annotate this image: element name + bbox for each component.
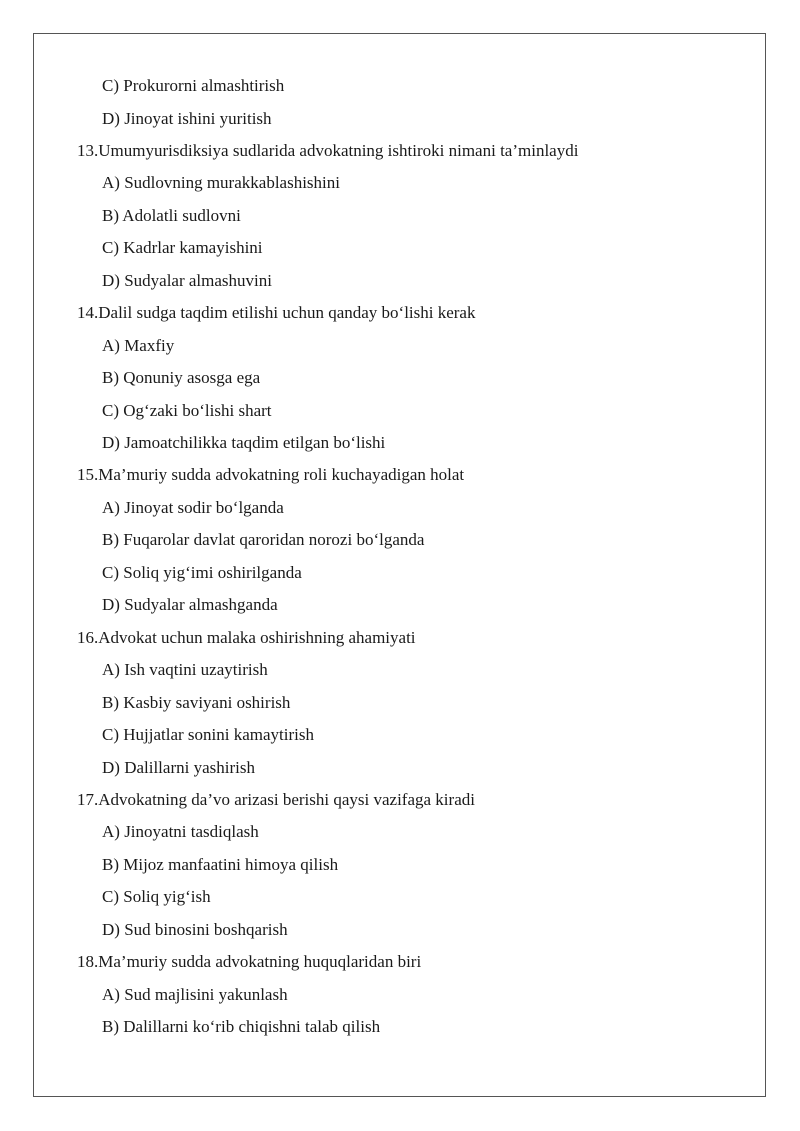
answer-option: A) Maxfiy [102, 335, 175, 355]
answer-option: A) Sud majlisini yakunlash [102, 984, 288, 1004]
question-text: 18.Ma’muriy sudda advokatning huquqlaridan biri [77, 952, 422, 972]
answer-option: D) Jamoatchilikka taqdim etilgan bo‘lishi [102, 433, 386, 452]
question-text: 17.Advokatning da’vo arizasi berishi qaysi vazifaga kiradi [77, 789, 475, 809]
question-text: 16.Advokat uchun malaka oshirishning ahamiyati [77, 627, 416, 647]
answer-option: B) Mijoz manfaatini himoya qilish [102, 854, 339, 874]
answer-option: B) Adolatli sudlovni [102, 205, 241, 225]
answer-option: A) Sudlovning murakkablashishini [102, 173, 340, 193]
answer-option: A) Jinoyatni tasdiqlash [102, 822, 259, 842]
question-text: 14.Dalil sudga taqdim etilishi uchun qanday bo‘lishi kerak [77, 303, 476, 323]
answer-option: B) Qonuniy asosga ega [102, 368, 261, 388]
answer-option: C) Soliq yig‘ish [102, 887, 211, 907]
answer-option: B) Dalillarni ko‘rib chiqishni talab qilish [102, 1017, 381, 1037]
answer-option: B) Kasbiy saviyani oshirish [102, 692, 291, 712]
answer-option: C) Soliq yig‘imi oshirilganda [102, 562, 302, 582]
answer-option: A) Jinoyat sodir bo‘lganda [102, 497, 284, 517]
answer-option: A) Ish vaqtini uzaytirish [102, 660, 268, 680]
question-text: 15.Ma’muriy sudda advokatning roli kuchayadigan holat [77, 465, 465, 485]
answer-option: C) Kadrlar kamayishini [102, 238, 263, 258]
answer-option: C) Og‘zaki bo‘lishi shart [102, 400, 272, 420]
answer-option: D) Sudyalar almashganda [102, 595, 278, 615]
answer-option: C) Hujjatlar sonini kamaytirish [102, 725, 314, 744]
answer-option: D) Dalillarni yashirish [102, 757, 255, 777]
answer-option: D) Sudyalar almashuvini [102, 270, 272, 290]
answer-option: D) Sud binosini boshqarish [102, 919, 288, 939]
answer-option: D) Jinoyat ishini yuritish [102, 108, 272, 128]
answer-option: B) Fuqarolar davlat qaroridan norozi bo‘lganda [102, 530, 425, 550]
answer-option: C) Prokurorni almashtirish [102, 76, 285, 95]
question-text: 13.Umumyurisdiksiya sudlarida advokatning ishtiroki nimani ta’minlaydi [77, 140, 579, 160]
